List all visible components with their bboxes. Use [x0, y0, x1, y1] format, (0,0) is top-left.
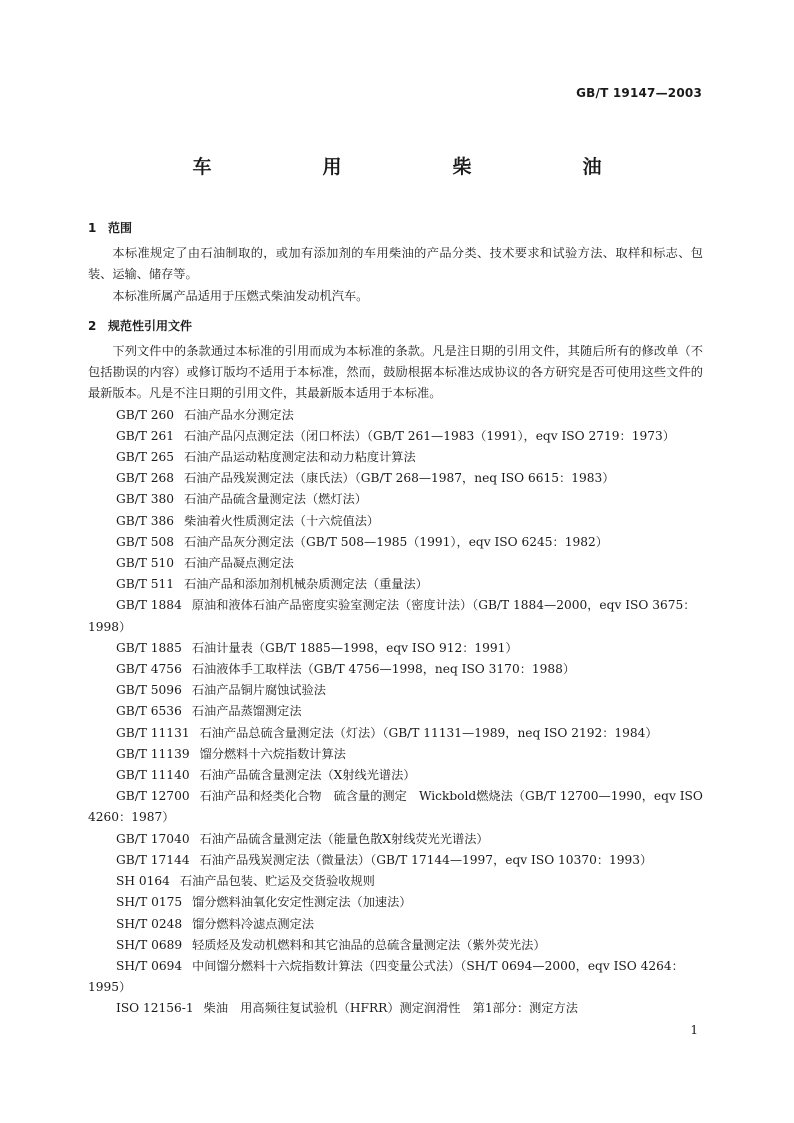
- reference-item: [88, 638, 703, 659]
- reference-code: GB/T 1884: [116, 598, 182, 613]
- reference-code: GB/T 265: [116, 450, 175, 465]
- reference-title: 柴油 用高频往复试验机（HFRR）测定润滑性 第1部分：测定方法: [203, 1001, 578, 1016]
- section-number: 1: [88, 221, 97, 235]
- reference-code: GB/T 511: [116, 577, 175, 592]
- reference-item: [88, 447, 703, 468]
- section-title: 范围: [108, 221, 133, 235]
- reference-item: [88, 574, 703, 595]
- reference-title: 石油产品和添加剂机械杂质测定法（重量法）: [184, 577, 428, 592]
- reference-code: SH 0164: [116, 874, 170, 889]
- reference-code: GB/T 508: [116, 534, 175, 549]
- reference-code: GB/T 1885: [116, 640, 182, 655]
- reference-code: GB/T 268: [116, 471, 175, 486]
- reference-title: 石油产品水分测定法: [184, 407, 294, 422]
- scope-paragraph: 本标准规定了由石油制取的，或加有添加剂的车用柴油的产品分类、技术要求和试验方法、取样和标志、包装、运输、储存等。: [88, 246, 703, 282]
- reference-code: GB/T 17040: [116, 831, 190, 846]
- standard-code: GB/T 19147—2003: [576, 86, 702, 100]
- reference-title: 石油产品残炭测定法（康氏法）（GB/T 268—1987，neq ISO 6615：1983）: [184, 471, 615, 486]
- reference-title: 石油产品凝点测定法: [184, 556, 294, 571]
- reference-title: 中间馏分燃料十六烷指数计算法（四变量公式法）（SH/T 0694—2000，eqv ISO 4264：1995）: [88, 958, 684, 995]
- reference-title: 石油液体手工取样法（GB/T 4756—1998，neq ISO 3170：1988）: [191, 662, 576, 677]
- reference-item: [88, 659, 703, 680]
- reference-item: [88, 850, 703, 871]
- reference-item: [88, 553, 703, 574]
- document-title: 车 用 柴 油: [192, 156, 648, 178]
- reference-item: [88, 680, 703, 701]
- reference-title: 石油产品蒸馏测定法: [191, 704, 302, 719]
- reference-title: 馏分燃料油氧化安定性测定法（加速法）: [192, 895, 412, 910]
- reference-code: GB/T 17144: [116, 852, 190, 867]
- reference-code: GB/T 11140: [116, 768, 190, 783]
- reference-code: ISO 12156-1: [116, 1001, 194, 1016]
- page-number: 1: [690, 1023, 698, 1037]
- reference-title: 石油产品闪点测定法（闭口杯法）（GB/T 261—1983（1991），eqv ISO 2719：1973）: [184, 428, 675, 443]
- scope-paragraph: 本标准所属产品适用于压燃式柴油发动机汽车。: [112, 288, 369, 303]
- section-title: 规范性引用文件: [108, 318, 193, 333]
- reference-title: 轻质烃及发动机燃料和其它油品的总硫含量测定法（紫外荧光法）: [192, 937, 546, 952]
- reference-title: 馏分燃料十六烷指数计算法: [199, 746, 346, 761]
- reference-title: 石油产品运动粘度测定法和动力粘度计算法: [184, 450, 416, 465]
- document-body: [88, 215, 703, 1020]
- reference-title: 石油产品总硫含量测定法（灯法）（GB/T 11131—1989，neq ISO 2192：1984）: [199, 725, 658, 740]
- reference-code: GB/T 6536: [116, 704, 182, 719]
- reference-code: GB/T 260: [116, 407, 175, 422]
- reference-item: [88, 468, 703, 489]
- reference-code: GB/T 4756: [116, 662, 182, 677]
- reference-item: [88, 489, 703, 510]
- reference-item: [88, 829, 703, 850]
- reference-title: 石油产品硫含量测定法（X射线光谱法）: [199, 768, 416, 783]
- reference-code: SH/T 0689: [116, 937, 183, 952]
- reference-item: [88, 892, 703, 913]
- reference-item: [88, 998, 703, 1019]
- section-heading-normative-references: [88, 316, 703, 337]
- references-intro: 下列文件中的条款通过本标准的引用而成为本标准的条款。凡是注日期的引用文件，其随后所有的修改单（不包括勘误的内容）或修订版均不适用于本标准，然而，鼓励根据本标准达成协议的各方研究是否可使用这些文件的最新版本。凡是不注日期的引用文件，其最新版本适用于本标准。: [88, 344, 703, 401]
- reference-item: [88, 426, 703, 447]
- reference-code: GB/T 380: [116, 492, 175, 507]
- reference-title: 石油产品硫含量测定法（燃灯法）: [184, 492, 367, 507]
- reference-title: 石油计量表（GB/T 1885—1998，eqv ISO 912：1991）: [191, 640, 518, 655]
- reference-title: 石油产品包装、贮运及交货验收规则: [179, 874, 375, 889]
- reference-title: 柴油着火性质测定法（十六烷值法）: [184, 513, 380, 528]
- reference-code: SH/T 0694: [116, 958, 183, 973]
- section-number: 2: [88, 318, 97, 333]
- reference-code: SH/T 0175: [116, 895, 183, 910]
- reference-code: GB/T 5096: [116, 683, 182, 698]
- reference-item: [88, 871, 703, 892]
- reference-title: 石油产品铜片腐蚀试验法: [191, 683, 326, 698]
- reference-item: [88, 532, 703, 553]
- reference-code: GB/T 11139: [116, 746, 190, 761]
- reference-item: [88, 935, 703, 956]
- reference-item: [88, 405, 703, 426]
- reference-title: 馏分燃料冷滤点测定法: [192, 916, 314, 931]
- reference-title: 石油产品残炭测定法（微量法）（GB/T 17144—1997，eqv ISO 10370：1993）: [199, 852, 653, 867]
- reference-code: GB/T 386: [116, 513, 175, 528]
- reference-title: 石油产品和烃类化合物 硫含量的测定 Wickbold燃烧法（GB/T 12700—1990，eqv ISO 4260：1987）: [88, 789, 703, 825]
- reference-item: [88, 511, 703, 532]
- reference-code: GB/T 510: [116, 556, 175, 571]
- reference-item: [88, 914, 703, 935]
- reference-list: [88, 405, 703, 1020]
- reference-title: 石油产品灰分测定法（GB/T 508—1985（1991），eqv ISO 6245：1982）: [184, 534, 608, 549]
- reference-item: [88, 595, 703, 637]
- reference-title: 原油和液体石油产品密度实验室测定法（密度计法）（GB/T 1884—2000，eqv ISO 3675：1998）: [88, 598, 696, 634]
- reference-item: [88, 744, 703, 765]
- reference-item: [88, 956, 703, 998]
- section-heading-scope: [88, 218, 703, 239]
- reference-item: [88, 786, 703, 828]
- reference-code: GB/T 11131: [116, 725, 190, 740]
- reference-item: [88, 723, 703, 744]
- reference-code: GB/T 261: [116, 428, 175, 443]
- reference-title: 石油产品硫含量测定法（能量色散X射线荧光光谱法）: [199, 831, 489, 846]
- reference-item: [88, 765, 703, 786]
- reference-code: SH/T 0248: [116, 916, 183, 931]
- reference-code: GB/T 12700: [116, 789, 190, 804]
- reference-item: [88, 701, 703, 722]
